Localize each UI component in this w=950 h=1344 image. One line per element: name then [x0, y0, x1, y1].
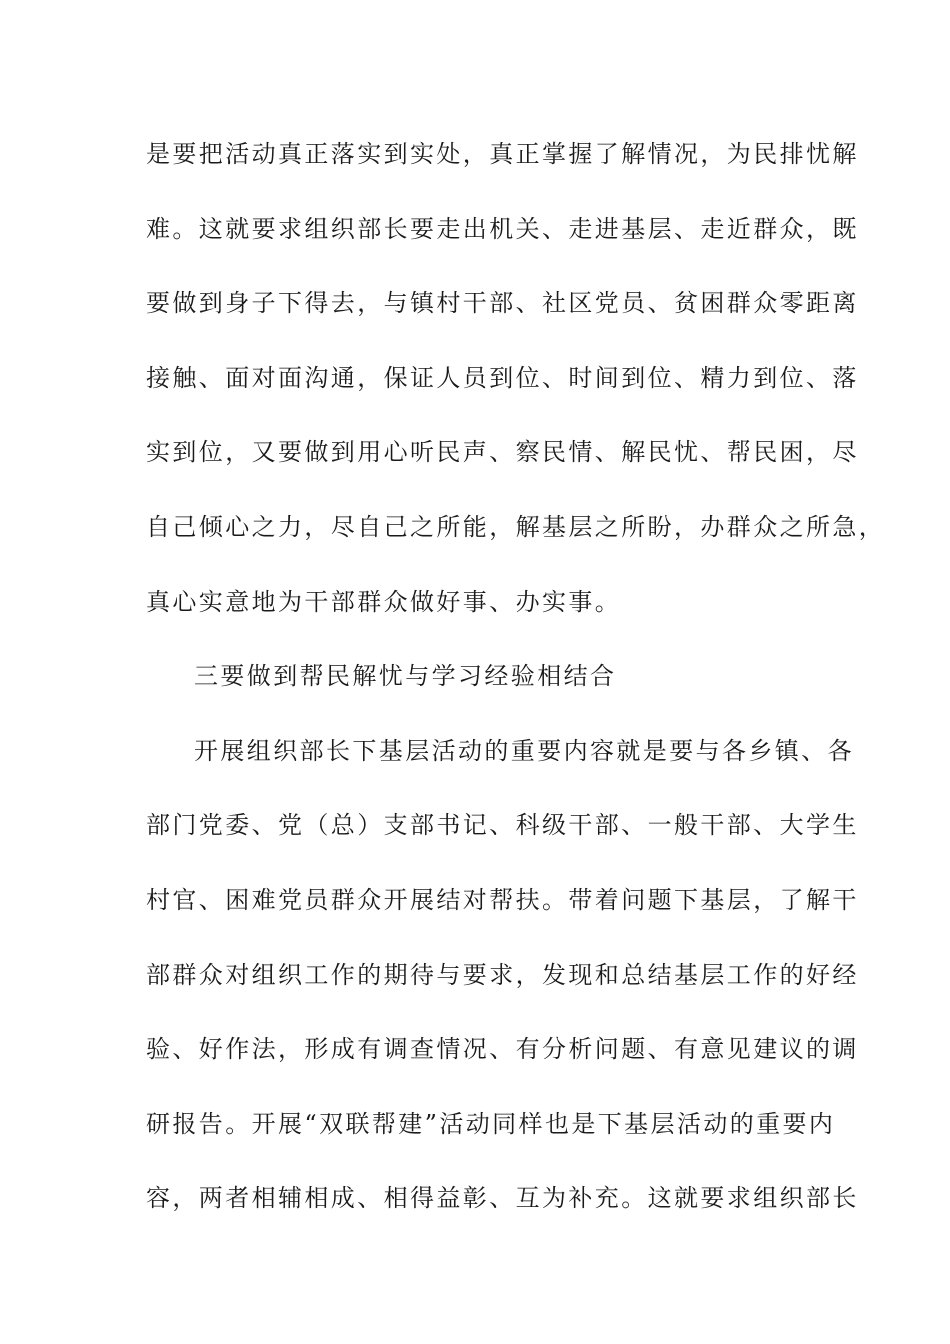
paragraph-1-line-6: 自己倾心之力，尽自己之所能，解基层之所盼，办群众之所急，	[146, 512, 886, 541]
paragraph-2-line-6: 研报告。开展“双联帮建”活动同样也是下基层活动的重要内	[146, 1109, 836, 1138]
paragraph-2-line-2: 部门党委、党（总）支部书记、科级干部、一般干部、大学生	[146, 811, 859, 840]
paragraph-2-line-7: 容，两者相辅相成、相得益彰、互为补充。这就要求组织部长	[146, 1184, 859, 1213]
paragraph-1	[146, 132, 886, 654]
paragraph-2	[146, 729, 859, 1251]
paragraph-1-line-4: 接触、面对面沟通，保证人员到位、时间到位、精力到位、落	[146, 363, 859, 392]
paragraph-2-line-1: 开展组织部长下基层活动的重要内容就是要与各乡镇、各	[194, 736, 854, 765]
document-body	[146, 132, 886, 1251]
paragraph-1-line-2: 难。这就要求组织部长要走出机关、走进基层、走近群众，既	[146, 214, 859, 243]
section-heading: 三要做到帮民解忧与学习经验相结合	[194, 662, 617, 691]
paragraph-2-line-5: 验、好作法，形成有调查情况、有分析问题、有意见建议的调	[146, 1035, 859, 1064]
paragraph-2-line-3: 村官、困难党员群众开展结对帮扶。带着问题下基层，了解干	[146, 885, 859, 914]
paragraph-2-line-4: 部群众对组织工作的期待与要求，发现和总结基层工作的好经	[146, 960, 859, 989]
paragraph-1-line-1: 是要把活动真正落实到实处，真正掌握了解情况，为民排忧解	[146, 140, 859, 168]
paragraph-1-line-7: 真心实意地为干部群众做好事、办实事。	[146, 587, 622, 616]
paragraph-1-line-3: 要做到身子下得去，与镇村干部、社区党员、贫困群众零距离	[146, 289, 859, 318]
paragraph-1-line-5: 实到位，又要做到用心听民声、察民情、解民忧、帮民困，尽	[146, 438, 859, 467]
